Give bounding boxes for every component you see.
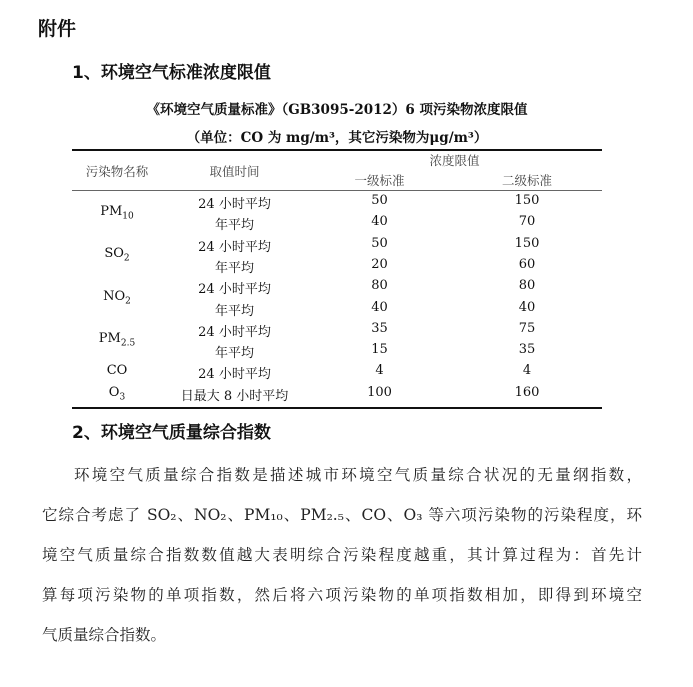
cell-grade2: 150 (514, 235, 540, 251)
paragraph-line: 气质量综合指数。 (42, 626, 167, 644)
cell-grade1: 15 (371, 342, 388, 358)
pollutant-subscript: 2 (125, 296, 131, 307)
cell-period: 年平均 (214, 346, 254, 362)
pollutant-subscript: 3 (119, 392, 126, 403)
header-grade2: 二级标准 (501, 173, 552, 188)
cell-grade2: 40 (518, 299, 536, 315)
pollutant-base: PM (100, 203, 123, 219)
cell-grade2: 70 (518, 214, 536, 230)
cell-grade2: 160 (514, 384, 540, 400)
table-caption: 《环境空气质量标准》（GB3095-2012）6 项污染物浓度限值 (146, 102, 528, 118)
pollutant-name (72, 331, 162, 349)
cell-grade2: 80 (518, 278, 536, 294)
table-unit-note: （单位：CO 为 mg/m³，其它污染物为μg/m³） (186, 130, 488, 146)
cell-period: 年平均 (214, 260, 254, 276)
section-2-heading: 2、环境空气质量综合指数 (72, 423, 271, 443)
cell-grade2: 75 (518, 320, 536, 336)
paragraph-line: 境空气质量综合指数数值越大表明综合污染程度越重，其计算过程为：首先计 (42, 546, 642, 564)
cell-grade2: 60 (518, 256, 536, 272)
cell-period: 24 小时平均 (198, 282, 271, 298)
cell-grade2: 4 (522, 363, 532, 379)
description-paragraph (42, 455, 642, 655)
pollutant-subscript: 10 (122, 211, 134, 222)
cell-grade1: 50 (371, 235, 388, 251)
pollutant-subscript: 2.5 (120, 339, 136, 350)
table-bottom-rule (72, 407, 602, 409)
cell-period: 年平均 (214, 218, 254, 234)
attachment-label: 附件 (38, 18, 77, 40)
paragraph-line: 环境空气质量综合指数是描述城市环境空气质量综合状况的无量纲指数， (74, 466, 642, 484)
paragraph-line: 算每项污染物的单项指数，然后将六项污染物的单项指数相加，即得到环境空 (42, 586, 642, 604)
cell-grade1: 50 (371, 193, 388, 208)
cell-grade1: 35 (371, 320, 388, 336)
cell-grade2: 150 (514, 193, 540, 208)
cell-period: 日最大 8 小时平均 (180, 388, 289, 404)
pollutant-subscript: 2 (123, 253, 130, 264)
pollutant-base: PM (98, 331, 121, 347)
cell-grade1: 40 (371, 299, 388, 315)
cell-period: 24 小时平均 (198, 239, 271, 255)
header-pollutant: 污染物名称 (85, 164, 149, 179)
pollutant-base: SO (104, 246, 124, 262)
pollutant-name (72, 289, 162, 307)
cell-period: 24 小时平均 (198, 324, 271, 340)
cell-period: 24 小时平均 (198, 367, 271, 383)
pollutant-base: NO (103, 288, 126, 304)
pollutant-name (72, 363, 162, 378)
header-period: 取值时间 (209, 164, 260, 179)
pollutant-base: O (108, 384, 120, 400)
cell-grade1: 80 (371, 278, 388, 294)
cell-grade2: 35 (518, 342, 536, 358)
cell-period: 年平均 (214, 303, 254, 319)
cell-grade1: 20 (371, 256, 388, 272)
header-grade1: 一级标准 (354, 173, 405, 188)
paragraph-line: 它综合考虑了 SO₂、NO₂、PM₁₀、PM₂.₅、CO、O₃ 等六项污染物的污染程度，环 (42, 506, 642, 524)
cell-grade1: 40 (371, 214, 388, 230)
pollutant-name (72, 246, 162, 264)
cell-period: 24 小时平均 (198, 197, 271, 212)
pollutant-name (72, 385, 162, 403)
header-limit: 浓度限值 (429, 153, 480, 168)
section-1-heading: 1、环境空气标准浓度限值 (72, 63, 271, 83)
table-header-rule (72, 190, 602, 191)
cell-grade1: 4 (375, 363, 384, 379)
pollutant-name (72, 204, 162, 222)
cell-grade1: 100 (367, 384, 392, 400)
pollutant-base: CO (106, 363, 128, 379)
